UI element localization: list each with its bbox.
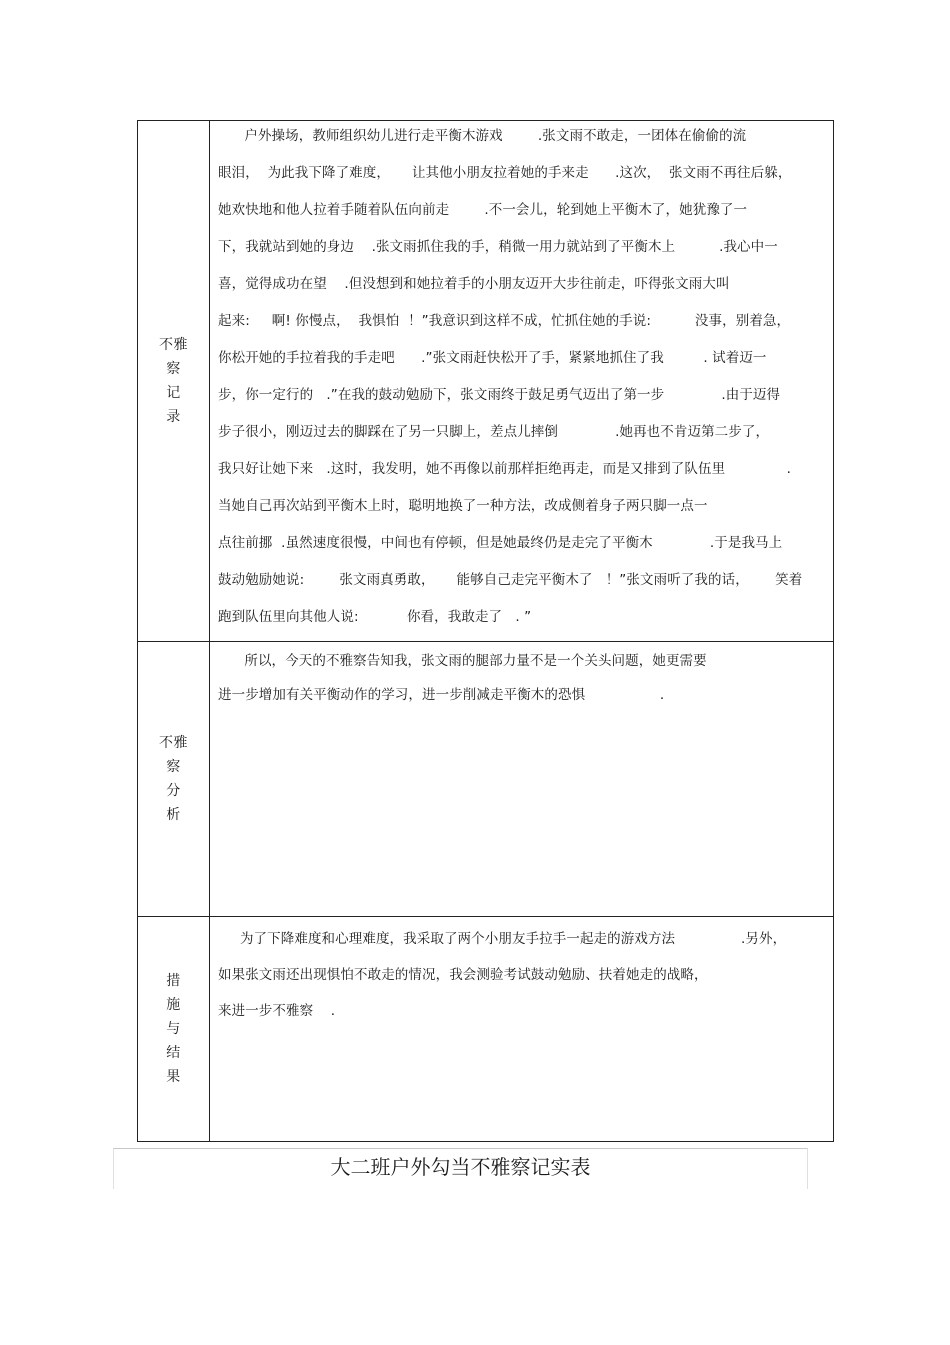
analysis-label-cell (138, 642, 210, 917)
form-title-box (113, 1148, 808, 1189)
record-line: 你松开她的手拉着我的手走吧 .”张文雨赶快松开了手，紧紧地抓住了我 . 试着迈一 (218, 350, 767, 366)
record-line: 步，你一定行的 .”在我的鼓动勉励下，张文雨终于鼓足勇气迈出了第一步 .由于迈得 (218, 387, 781, 403)
measures-label: 措 施 与 结 果 (166, 973, 181, 1085)
analysis-row (138, 642, 834, 917)
measures-line: 来进一步不雅察 . (218, 1003, 336, 1019)
record-label: 不雅 察 记 录 (159, 337, 188, 425)
record-line: 喜，觉得成功在望 .但没想到和她拉着手的小朋友迈开大步往前走，吓得张文雨大叫 (218, 276, 730, 292)
measures-label-cell (138, 917, 210, 1142)
measures-content-cell (210, 917, 834, 1142)
analysis-content-cell (210, 642, 834, 917)
analysis-label: 不雅 察 分 析 (159, 735, 188, 823)
record-line: 步子很小，刚迈过去的脚踩在了另一只脚上，差点儿摔倒 .她再也不肯迈第二步了， (218, 424, 770, 440)
record-line: 鼓动勉励她说: 张文雨真勇敢， 能够自己走完平衡木了 ！”张文雨听了我的话， 笑着 (218, 572, 803, 588)
record-row (138, 121, 834, 642)
record-content-cell (210, 121, 834, 642)
record-line: 她欢快地和他人拉着手随着队伍向前走 .不一会儿，轮到她上平衡木了，她犹豫了一 (218, 202, 748, 218)
analysis-line: 所以，今天的不雅察告知我，张文雨的腿部力量不是一个关头问题，她更需要 (218, 653, 707, 669)
form-title: 大二班户外勾当不雅察记实表 (330, 1155, 591, 1179)
record-line: 下，我就站到她的身边 .张文雨抓住我的手，稍微一用力就站到了平衡木上 .我心中一 (218, 239, 778, 255)
record-line: 起来: 啊! 你慢点， 我惧怕 ！”我意识到这样不成，忙抓住她的手说: 没事，别着急， (218, 313, 791, 329)
record-line: 我只好让她下来 .这时，我发明，她不再像以前那样拒绝再走，而是又排到了队伍里 . (218, 461, 792, 477)
record-label-cell (138, 121, 210, 642)
measures-line: 为了下降难度和心理难度，我采取了两个小朋友手拉手一起走的游戏方法 .另外， (218, 931, 787, 947)
analysis-line: 进一步增加有关平衡动作的学习，进一步削减走平衡木的恐惧 . (218, 687, 665, 703)
record-line: 点往前挪 .虽然速度很慢，中间也有停顿，但是她最终仍是走完了平衡木 .于是我马上 (218, 535, 783, 551)
measures-row (138, 917, 834, 1142)
record-line: 当她自己再次站到平衡木上时，聪明地换了一种方法，改成侧着身子两只脚一点一 (218, 498, 708, 514)
observation-record-table (137, 120, 834, 1142)
record-line: 跑到队伍里向其他人说: 你看，我敢走了 . ” (218, 609, 532, 625)
record-line: 户外操场，教师组织幼儿进行走平衡木游戏 .张文雨不敢走，一团体在偷偷的流 (218, 128, 747, 144)
record-line: 眼泪， 为此我下降了难度， 让其他小朋友拉着她的手来走 .这次， 张文雨不再往后躲， (218, 165, 792, 181)
measures-line: 如果张文雨还出现惧怕不敢走的情况，我会测验考试鼓动勉励、扶着她走的战略， (218, 967, 708, 983)
